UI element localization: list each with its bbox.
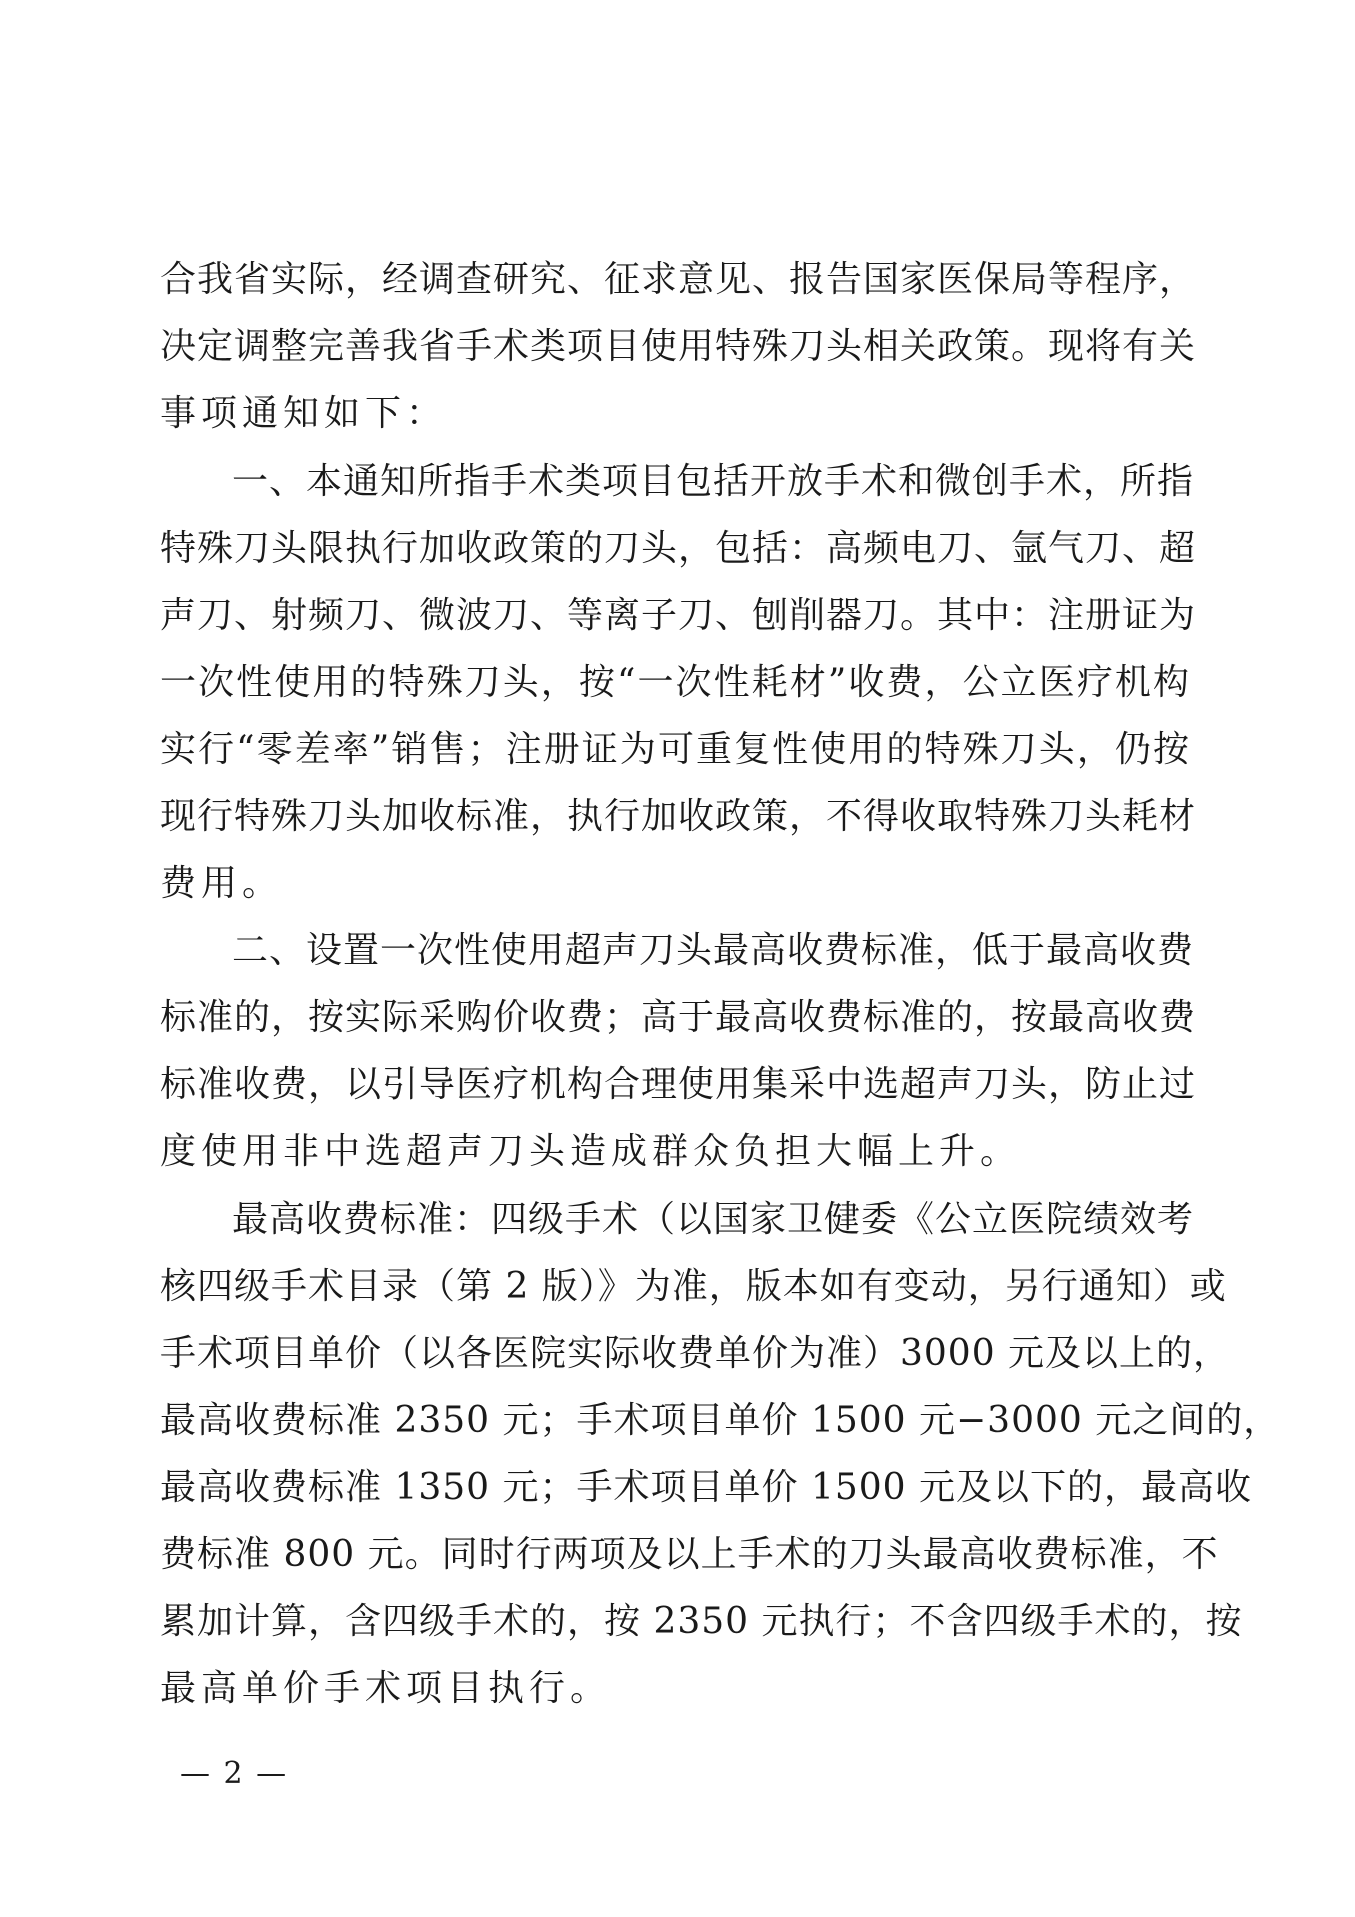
- paragraph-2-line-2: 标准的，按实际采购价收费；高于最高收费标准的，按最高收费: [160, 997, 1197, 1038]
- paragraph-3-line-8: 最高单价手术项目执行。: [160, 1668, 612, 1709]
- text-line-3: 事项通知如下：: [160, 393, 448, 434]
- paragraph-1-line-2: 特殊刀头限执行加收政策的刀头，包括：高频电刀、氩气刀、超: [160, 528, 1197, 569]
- paragraph-3-line-6: 费标准 800 元。同时行两项及以上手术的刀头最高收费标准，不: [160, 1534, 1219, 1575]
- paragraph-1-line-5: 实行“零差率”销售；注册证为可重复性使用的特殊刀头，仍按: [160, 729, 1190, 770]
- paragraph-3-line-2: 核四级手术目录（第 2 版）》为准，版本如有变动，另行通知）或: [160, 1266, 1227, 1307]
- paragraph-1-line-1: 一、本通知所指手术类项目包括开放手术和微创手术，所指: [232, 461, 1195, 502]
- paragraph-1-line-7: 费用。: [160, 863, 284, 904]
- paragraph-3-line-7: 累加计算，含四级手术的，按 2350 元执行；不含四级手术的，按: [160, 1601, 1243, 1642]
- text-line-2: 决定调整完善我省手术类项目使用特殊刀头相关政策。现将有关: [160, 326, 1197, 367]
- paragraph-3-line-5: 最高收费标准 1350 元；手术项目单价 1500 元及以下的，最高收: [160, 1467, 1253, 1508]
- paragraph-1-line-4: 一次性使用的特殊刀头，按“一次性耗材”收费，公立医疗机构: [160, 662, 1190, 703]
- paragraph-2-line-1: 二、设置一次性使用超声刀头最高收费标准，低于最高收费: [232, 930, 1195, 971]
- paragraph-2-line-3: 标准收费，以引导医疗机构合理使用集采中选超声刀头，防止过: [160, 1064, 1197, 1105]
- paragraph-1-line-3: 声刀、射频刀、微波刀、等离子刀、刨削器刀。其中：注册证为: [160, 595, 1197, 636]
- paragraph-3-line-4: 最高收费标准 2350 元；手术项目单价 1500 元−3000 元之间的，: [160, 1400, 1281, 1441]
- text-line-1: 合我省实际，经调查研究、征求意见、报告国家医保局等程序，: [160, 259, 1197, 300]
- paragraph-1-line-6: 现行特殊刀头加收标准，执行加收政策，不得收取特殊刀头耗材: [160, 796, 1197, 837]
- paragraph-3-line-1: 最高收费标准：四级手术（以国家卫健委《公立医院绩效考: [232, 1199, 1195, 1240]
- paragraph-2-line-4: 度使用非中选超声刀头造成群众负担大幅上升。: [160, 1131, 1022, 1172]
- paragraph-3-line-3: 手术项目单价（以各医院实际收费单价为准）3000 元及以上的，: [160, 1333, 1231, 1374]
- page-number: — 2 —: [180, 1756, 289, 1791]
